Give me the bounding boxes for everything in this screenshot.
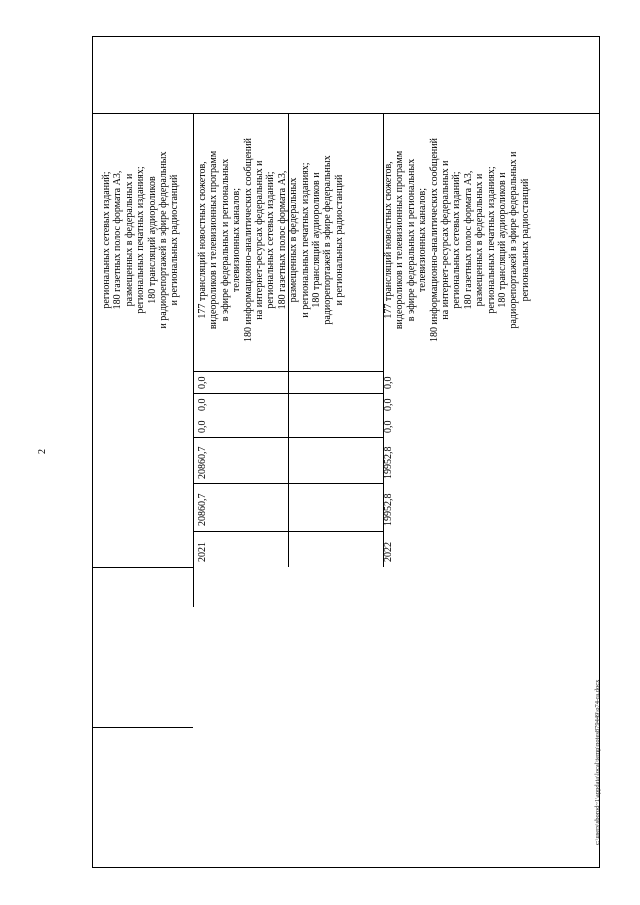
row-2021-value-1: 20860,7 — [197, 446, 208, 479]
text-line: региональных печатных изданиях; — [135, 166, 147, 314]
row-2022-description — [383, 113, 531, 367]
text-line: региональных сетевых изданий; — [451, 171, 463, 309]
row-2021-year: 2021 — [197, 542, 208, 562]
text-line: 180 трансляций аудиороликов и — [311, 172, 323, 308]
text-line: видеороликов и телевизионных программ — [208, 150, 220, 330]
row-separator — [93, 727, 193, 728]
text-line: региональных печатных изданиях; — [485, 166, 497, 314]
text-line: 180 информационно-аналитических сообщений — [428, 138, 440, 342]
text-line: размещенных в федеральных и — [123, 173, 135, 307]
text-line: региональных сетевых изданий; — [101, 171, 112, 309]
page-number: 2 — [37, 449, 48, 454]
text-line: 180 газетных полос формата А3, — [112, 170, 124, 310]
text-line: и региональных печатных изданиях; — [299, 162, 311, 318]
data-table — [92, 36, 600, 868]
text-line: радиорепортажей в эфире федеральных — [322, 155, 334, 325]
row-2022-total: 19952,8 — [383, 493, 394, 526]
row-2022-value-1: 19952,8 — [383, 446, 394, 479]
row-2022-value-2: 0,0 — [383, 420, 394, 433]
row-2021-total: 20860,7 — [197, 493, 208, 526]
row-2022-value-3: 0,0 — [383, 398, 394, 411]
footer-file-path: c:\users\sborod~1\appdata\local\temp\notes879449\o74-ra.docx — [594, 679, 601, 845]
col-separator — [193, 113, 194, 607]
row-2021-value-4: 0,0 — [197, 376, 208, 389]
row-2021-description — [197, 113, 345, 367]
text-line: 177 трансляций новостных сюжетов, — [383, 161, 394, 319]
text-line: размещенных в федеральных и — [474, 173, 486, 307]
row-2022-year: 2022 — [383, 542, 394, 562]
text-line: и радиорепортажей в эфире федеральных — [158, 151, 170, 329]
text-line: региональных сетевых изданий; — [265, 171, 277, 309]
row-separator — [93, 567, 193, 568]
text-line: телевизионных каналов; — [417, 187, 429, 293]
prev-row-description — [101, 113, 181, 367]
text-line: региональных радиостанций — [519, 178, 531, 302]
text-line: видеороликов и телевизионных программ — [394, 150, 406, 330]
text-line: в эфире федеральных и региональных — [219, 158, 231, 322]
text-line: на интернет-ресурсах федеральных и — [440, 160, 452, 320]
text-line: радиорепортажей в эфире федеральных и — [508, 151, 520, 329]
text-line: 180 газетных полос формата А3, — [276, 170, 288, 310]
text-line: 180 трансляций аудиороликов и — [497, 172, 509, 308]
text-line: и региональных радиостанций — [169, 174, 181, 306]
text-line: телевизионных каналов; — [231, 187, 243, 293]
row-2021-value-2: 0,0 — [197, 420, 208, 433]
row-2022-value-4: 0,0 — [383, 376, 394, 389]
row-2021-value-3: 0,0 — [197, 398, 208, 411]
text-line: в эфире федеральных и региональных — [405, 158, 417, 322]
text-line: 180 газетных полос формата А3, — [462, 170, 474, 310]
text-line: 180 трансляций аудиороликов — [146, 176, 158, 304]
text-line: размещенных в федеральных — [288, 177, 300, 303]
text-line: и региональных радиостанций — [333, 174, 345, 306]
text-line: 177 трансляций новостных сюжетов, — [197, 161, 208, 319]
text-line: на интернет-ресурсах федеральных и — [254, 160, 266, 320]
text-line: 180 информационно-аналитических сообщений — [242, 138, 254, 342]
